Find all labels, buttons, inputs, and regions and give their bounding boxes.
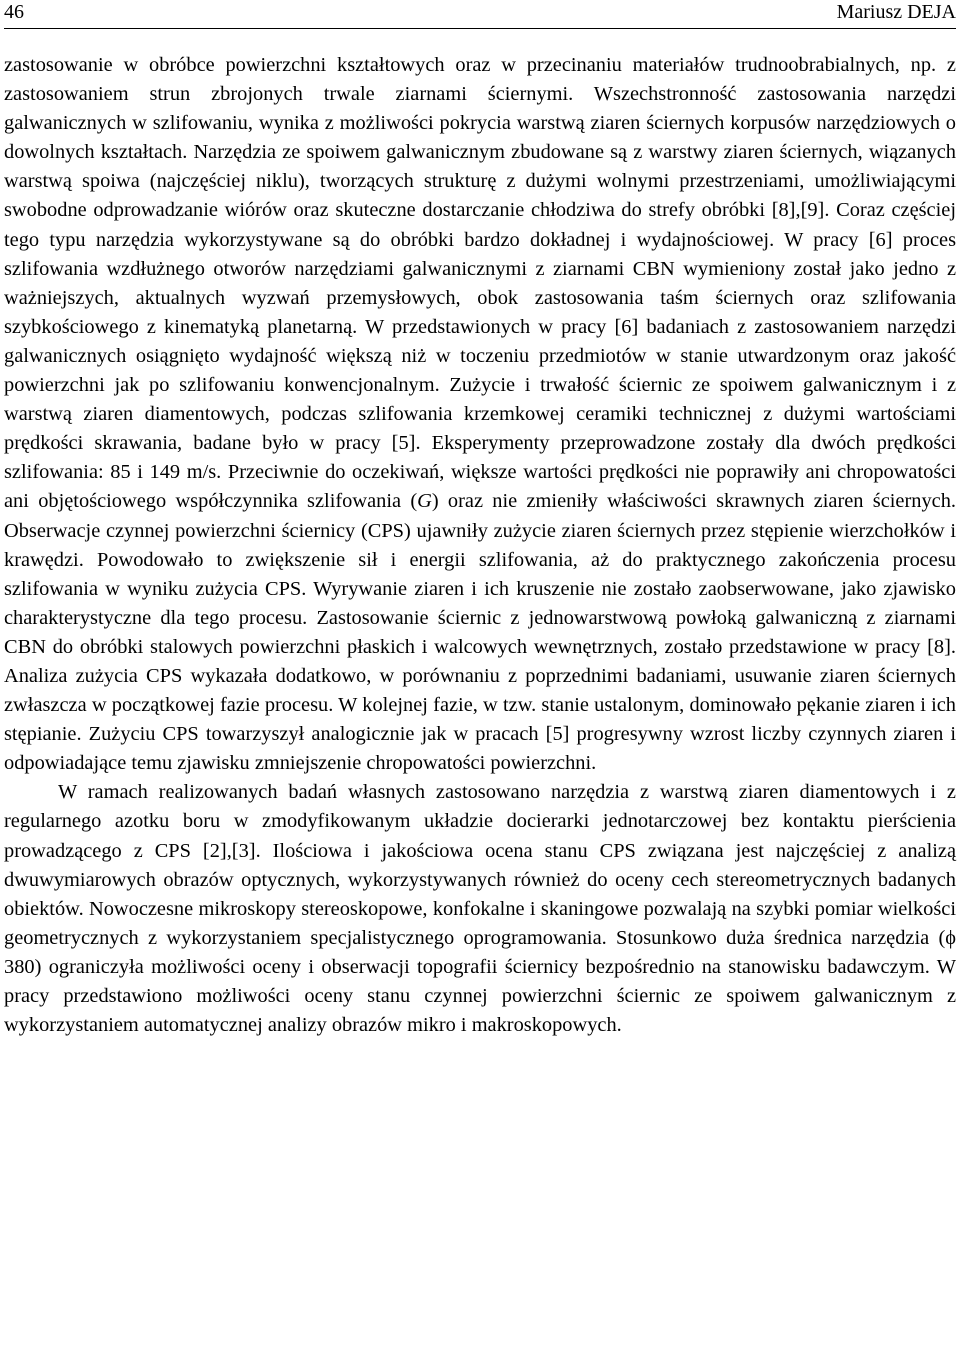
grinding-ratio-symbol: G xyxy=(417,490,432,513)
running-header-author: Mariusz DEJA xyxy=(836,1,956,23)
page-number: 46 xyxy=(4,1,24,23)
running-header xyxy=(4,0,956,29)
paragraph-2 xyxy=(4,778,956,1040)
paragraph-1 xyxy=(4,51,956,778)
paragraph-1-text-a: zastosowanie w obróbce powierzchni kształtowych oraz w przecinaniu materiałów trudnoobrabialnych, np. z zastosowaniem strun zbrojonych trwale ziarnami ściernymi. Wszechstronność zastosowania narzędzi galwanicznych w szlifowaniu, wynika z możliwości pokrycia warstwą ziaren ściernych korpusów narzędziowych o dowolnych kształtach. Narzędzia ze spoiwem galwanicznym zbudowane są z warstwy ziaren ściernych, wiązanych warstwą spoiwa (najczęściej niklu), tworzących strukturę z dużymi wolnymi przestrzeniami, umożliwiającymi swobodne odprowadzanie wiórów oraz skuteczne dostarczanie chłodziwa do strefy obróbki [8],[9]. Coraz częściej tego typu narzędzia wykorzystywane są do obróbki bardzo dokładnej i wydajnościowej. W pracy [6] proces szlifowania wzdłużnego otworów narzędziami galwanicznymi z ziarnami CBN wymieniony został jako jedno z ważniejszych, aktualnych wyzwań przemysłowych, obok zastosowania taśm ściernych oraz szlifowania szybkościowego z kinematyką planetarną. W przedstawionych w pracy [6] badaniach z zastosowaniem narzędzi galwanicznych osiągnięto wydajność większą niż w toczeniu przedmiotów w stanie utwardzonym oraz jakość powierzchni jak po szlifowaniu konwencjonalnym. Zużycie i trwałość ściernic ze spoiwem galwanicznym i z warstwą ziaren diamentowych, podczas szlifowania krzemkowej ceramiki technicznej z dużymi wartościami prędkości skrawania, badane było w pracy [5]. Eksperymenty przeprowadzone zostały dla dwóch prędkości szlifowania: 85 i 149 m/s. Przeciwnie do oczekiwań, większe wartości prędkości nie poprawiły ani chropowatości ani objętościowego współczynnika szlifowania ( xyxy=(4,54,956,513)
paragraph-2-text: W ramach realizowanych badań własnych zastosowano narzędzia z warstwą ziaren diamentowych i z regularnego azotku boru w zmodyfikowanym układzie docierarki jednotarczowej bez kontaktu pierścienia prowadzącego z CPS [2],[3]. Ilościowa i jakościowa ocena stanu CPS związana jest najczęściej z analizą dwuwymiarowych obrazów optycznych, wykorzystywanych również do oceny cech stereometrycznych badanych obiektów. Nowoczesne mikroskopy stereoskopowe, konfokalne i skaningowe pozwalają na szybki pomiar wielkości geometrycznych z wykorzystaniem specjalistycznego oprogramowania. Stosunkowo duża średnica narzędzia (ϕ 380) ograniczyła możliwości oceny i obserwacji topografii ściernicy bezpośrednio na stanowisku badawczym. W pracy przedstawiono możliwości oceny stanu czynnej powierzchni ściernic ze spoiwem galwanicznym z wykorzystaniem automatycznej analizy obrazów mikro i makroskopowych. xyxy=(4,781,956,1037)
paragraph-1-text-b: ) oraz nie zmieniły właściwości skrawnych ziaren ściernych. Obserwacje czynnej powierzchni ściernicy (CPS) ujawniły zużycie ziaren ściernych przez stępienie wierzchołków i krawędzi. Powodowało to zwiększenie sił i energii szlifowania, aż do praktycznego zakończenia procesu szlifowania w wyniku zużycia CPS. Wyrywanie ziaren i ich kruszenie nie zostało zaobserwowane, jako zjawisko charakterystyczne dla tego procesu. Zastosowanie ściernic z jednowarstwową powłoką galwaniczną z ziarnami CBN do obróbki stalowych powierzchni płaskich i walcowych wewnętrznych, zostało przedstawione w pracy [8]. Analiza zużycia CPS wykazała dodatkowo, w porównaniu z poprzednimi badaniami, usuwanie ziaren ściernych zwłaszcza w początkowej fazie procesu. W kolejnej fazie, w tzw. stanie ustalonym, dominowało pękanie ziaren i ich stępianie. Zużyciu CPS towarzyszył analogicznie jak w pracach [5] progresywny wzrost liczby czynnych ziaren i odpowiadające temu zjawisku zmniejszenie chropowatości powierzchni. xyxy=(4,490,957,775)
body-text xyxy=(4,51,956,1040)
